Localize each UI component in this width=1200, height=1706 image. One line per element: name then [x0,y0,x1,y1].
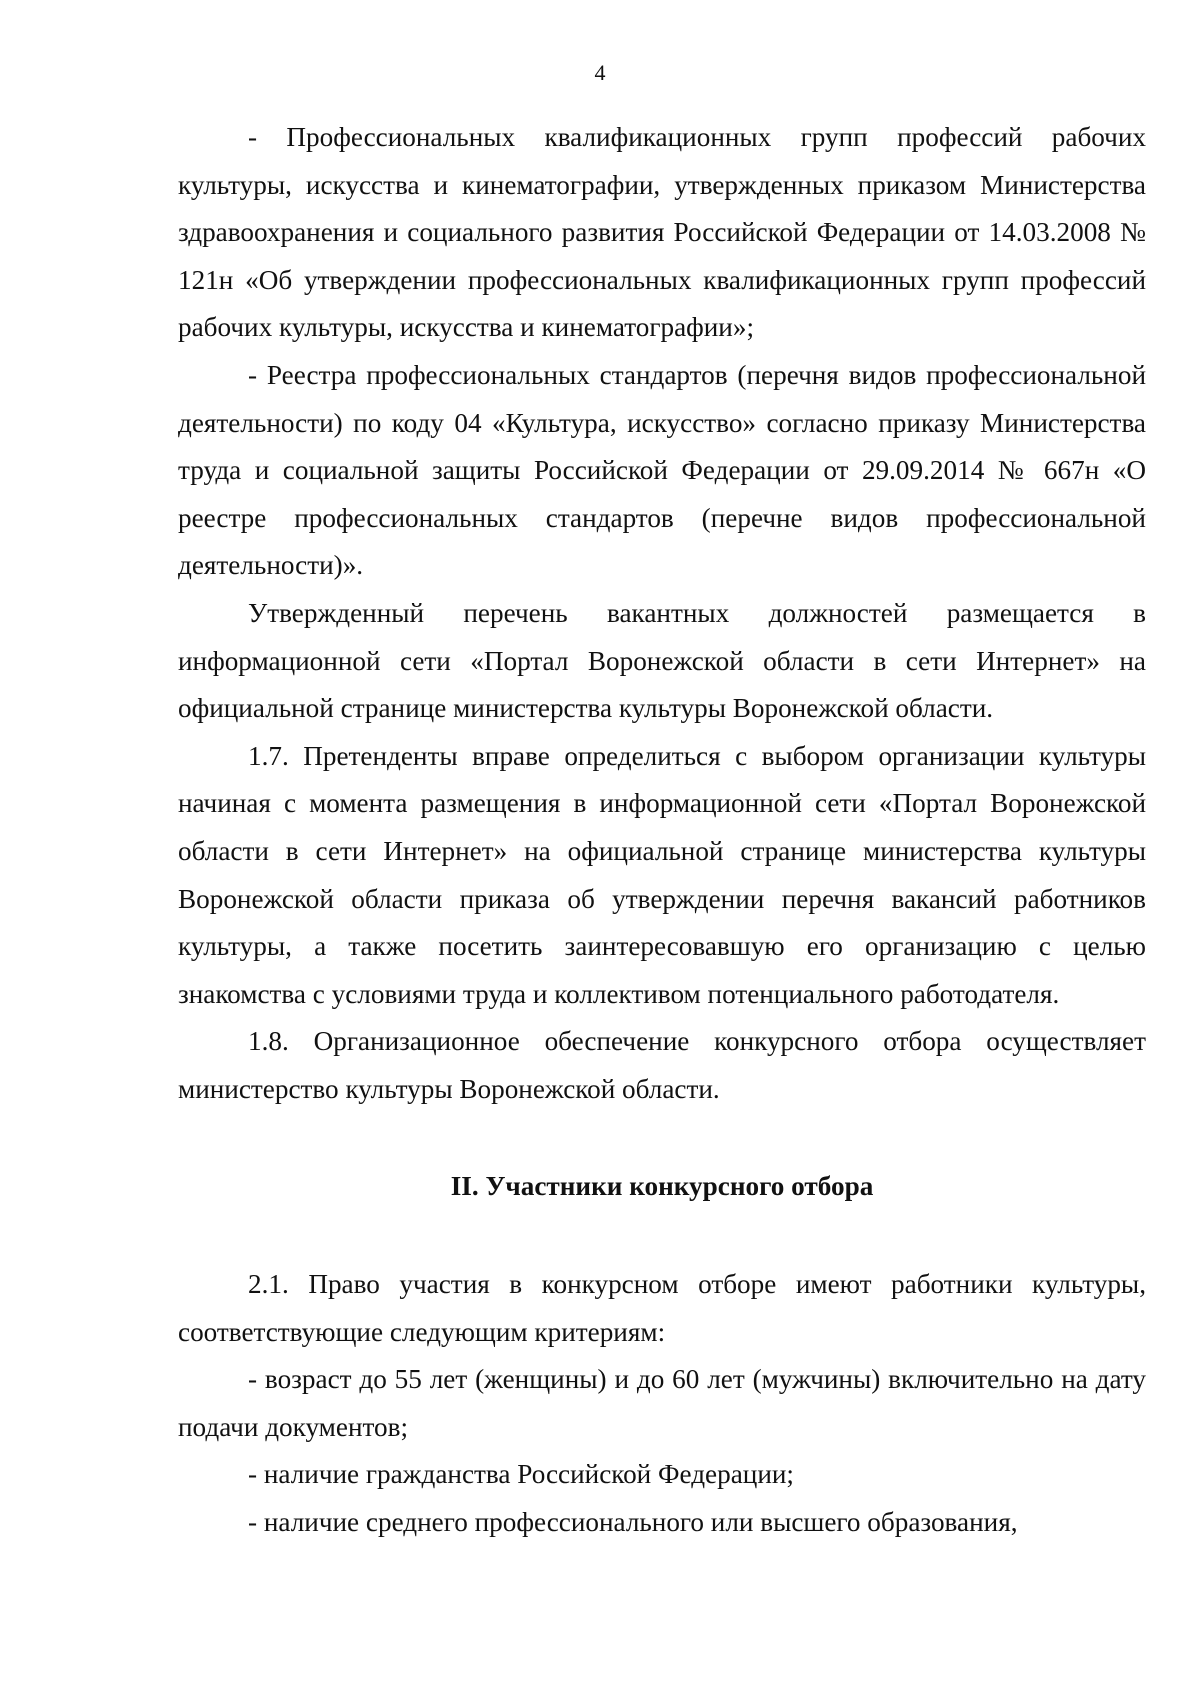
criterion-age: - возраст до 55 лет (женщины) и до 60 лет (мужчины) включительно на дату подачи документов; [178,1364,1146,1442]
paragraph-clause-1-8: 1.8. Организационное обеспечение конкурсного отбора осуществляет министерство культуры Воронежской области. [178,1026,1146,1104]
paragraph-vacancy-list-publication: Утвержденный перечень вакантных должностей размещается в информационной сети «Портал Воронежской области в сети Интернет» на официальной странице министерства культуры Воронежской области. [178,597,1146,724]
paragraph-clause-2-1: 2.1. Право участия в конкурсном отборе имеют работники культуры, соответствующие следующим критериям: [178,1269,1146,1347]
paragraph-qualification-groups: - Профессиональных квалификационных групп профессий рабочих культуры, искусства и кинематографии, утвержденных приказом Министерства здравоохранения и социального развития Российской Федерации от 14.03.2008 № 121н «Об утверждении профессиональных квалификационных групп профессий рабочих культуры, искусства и кинематографии»; [178,122,1146,343]
section-heading-participants: II. Участники конкурсного отбора [450,1171,874,1202]
criterion-citizenship: - наличие гражданства Российской Федерации; [248,1459,794,1490]
criterion-education: - наличие среднего профессионального или высшего образования, [248,1507,1018,1538]
paragraph-clause-1-7: 1.7. Претенденты вправе определиться с выбором организации культуры начиная с момента размещения в информационной сети «Портал Воронежской области в сети Интернет» на официальной странице министерства культуры Воронежской области приказа об утверждении перечня вакансий работников культуры, а также посетить заинтересовавшую его организацию с целью знакомства с условиями труда и коллективом потенциального работодателя. [178,740,1146,1009]
paragraph-professional-standards-registry: - Реестра профессиональных стандартов (перечня видов профессиональной деятельности) по коду 04 «Культура, искусство» согласно приказу Министерства труда и социальной защиты Российской Федерации от 29.09.2014 № 667н «О реестре профессиональных стандартов (перечне видов профессиональной деятельности)». [178,359,1146,581]
document-body [178,114,1146,1547]
page-number: 4 [594,60,606,85]
